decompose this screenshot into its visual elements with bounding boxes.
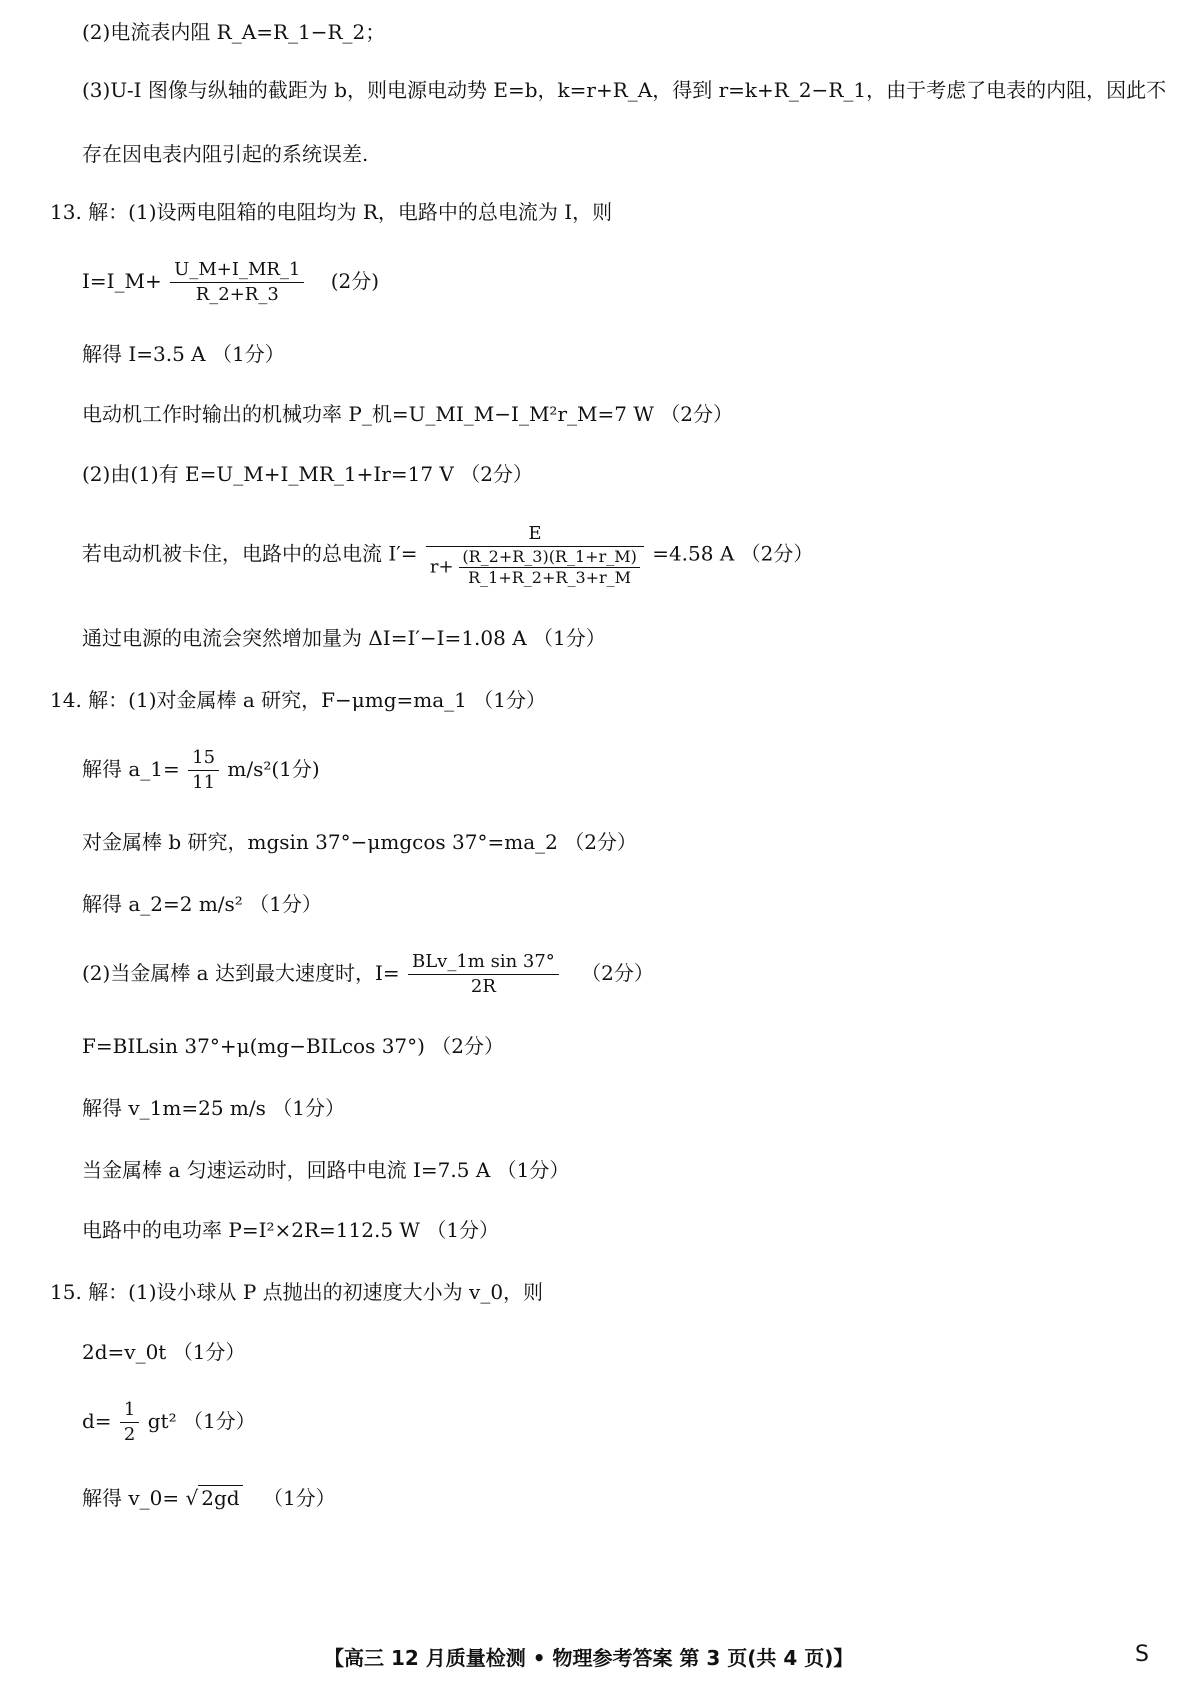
text-line: 存在因电表内阻引起的系统误差. bbox=[82, 142, 369, 166]
inner-fraction bbox=[459, 547, 640, 588]
denominator-prefix: r+ bbox=[429, 556, 454, 578]
equation-2 bbox=[82, 522, 813, 588]
eq-left: 解得 v_0= bbox=[82, 1486, 180, 1510]
text-line: 通过电源的电流会突然增加量为 ΔI=I′−I=1.08 A （1分） bbox=[82, 626, 606, 650]
score: (2分) bbox=[330, 269, 380, 293]
inner-numerator: (R_2+R_3)(R_1+r_M) bbox=[459, 547, 640, 568]
fraction bbox=[170, 258, 304, 307]
eq-left: 若电动机被卡住，电路中的总电流 I′= bbox=[82, 541, 418, 566]
text-line: (3)U-I 图像与纵轴的截距为 b，则电源电动势 E=b，k=r+R_A，得到 r=k+R_2−R_1，由于考虑了电表的内阻，因此不 bbox=[82, 78, 1167, 102]
equation-4 bbox=[82, 950, 654, 999]
eq-left: I=I_M+ bbox=[82, 269, 162, 293]
eq-right: =4.58 A （2分） bbox=[652, 541, 814, 566]
page-mark: S bbox=[1135, 1642, 1149, 1667]
denominator: 11 bbox=[192, 772, 216, 793]
text-line: 解得 a_2=2 m/s² （1分） bbox=[82, 892, 322, 916]
fraction bbox=[408, 950, 559, 999]
fraction bbox=[120, 1398, 139, 1447]
text-line: 电动机工作时输出的机械功率 P_机=U_MI_M−I_M²r_M=7 W （2分） bbox=[82, 402, 733, 426]
numerator: U_M+I_MR_1 bbox=[170, 258, 304, 283]
question-13-heading: 13. 解：(1)设两电阻箱的电阻均为 R，电路中的总电流为 I，则 bbox=[50, 200, 613, 224]
equation-6 bbox=[82, 1484, 336, 1512]
question-14-heading: 14. 解：(1)对金属棒 a 研究，F−μmg=ma_1 （1分） bbox=[50, 688, 546, 712]
question-15-heading: 15. 解：(1)设小球从 P 点抛出的初速度大小为 v_0，则 bbox=[50, 1280, 544, 1304]
eq-right: m/s²(1分) bbox=[227, 757, 320, 781]
eq-right: （1分） bbox=[262, 1486, 336, 1510]
fraction bbox=[188, 746, 219, 795]
text-line: 2d=v_0t （1分） bbox=[82, 1340, 246, 1364]
text-line: 解得 I=3.5 A （1分） bbox=[82, 342, 285, 366]
eq-left: 解得 a_1= bbox=[82, 757, 180, 781]
equation-5 bbox=[82, 1398, 256, 1447]
page-footer: 【高三 12 月质量检测 • 物理参考答案 第 3 页(共 4 页)】 bbox=[324, 1646, 854, 1670]
text-line: (2)电流表内阻 R_A=R_1−R_2； bbox=[82, 20, 386, 44]
radicand: 2gd bbox=[198, 1485, 242, 1510]
denominator: 2R bbox=[470, 976, 496, 997]
equation-3 bbox=[82, 746, 320, 795]
denominator bbox=[426, 547, 644, 588]
text-line: F=BILsin 37°+μ(mg−BILcos 37°) （2分） bbox=[82, 1034, 505, 1058]
numerator: BLv_1m sin 37° bbox=[408, 950, 559, 975]
denominator: 2 bbox=[123, 1424, 136, 1445]
eq-left: d= bbox=[82, 1409, 112, 1433]
fraction bbox=[426, 522, 644, 588]
text-line: 电路中的电功率 P=I²×2R=112.5 W （1分） bbox=[82, 1218, 500, 1242]
eq-left: (2)当金属棒 a 达到最大速度时，I= bbox=[82, 961, 400, 985]
text-line: 解得 v_1m=25 m/s （1分） bbox=[82, 1096, 345, 1120]
square-root: √ 2gd bbox=[186, 1484, 243, 1512]
numerator: E bbox=[426, 522, 644, 547]
eq-right: （2分） bbox=[581, 961, 654, 985]
inner-denominator: R_1+R_2+R_3+r_M bbox=[468, 568, 632, 587]
eq-right: gt² （1分） bbox=[147, 1409, 256, 1433]
denominator: R_2+R_3 bbox=[195, 284, 279, 305]
numerator: 1 bbox=[120, 1398, 139, 1423]
text-line: 当金属棒 a 匀速运动时，回路中电流 I=7.5 A （1分） bbox=[82, 1158, 570, 1182]
text-line: 对金属棒 b 研究，mgsin 37°−μmgcos 37°=ma_2 （2分） bbox=[82, 830, 637, 854]
text-line: (2)由(1)有 E=U_M+I_MR_1+Ir=17 V （2分） bbox=[82, 462, 533, 486]
equation-1 bbox=[82, 258, 379, 307]
numerator: 15 bbox=[188, 746, 219, 771]
